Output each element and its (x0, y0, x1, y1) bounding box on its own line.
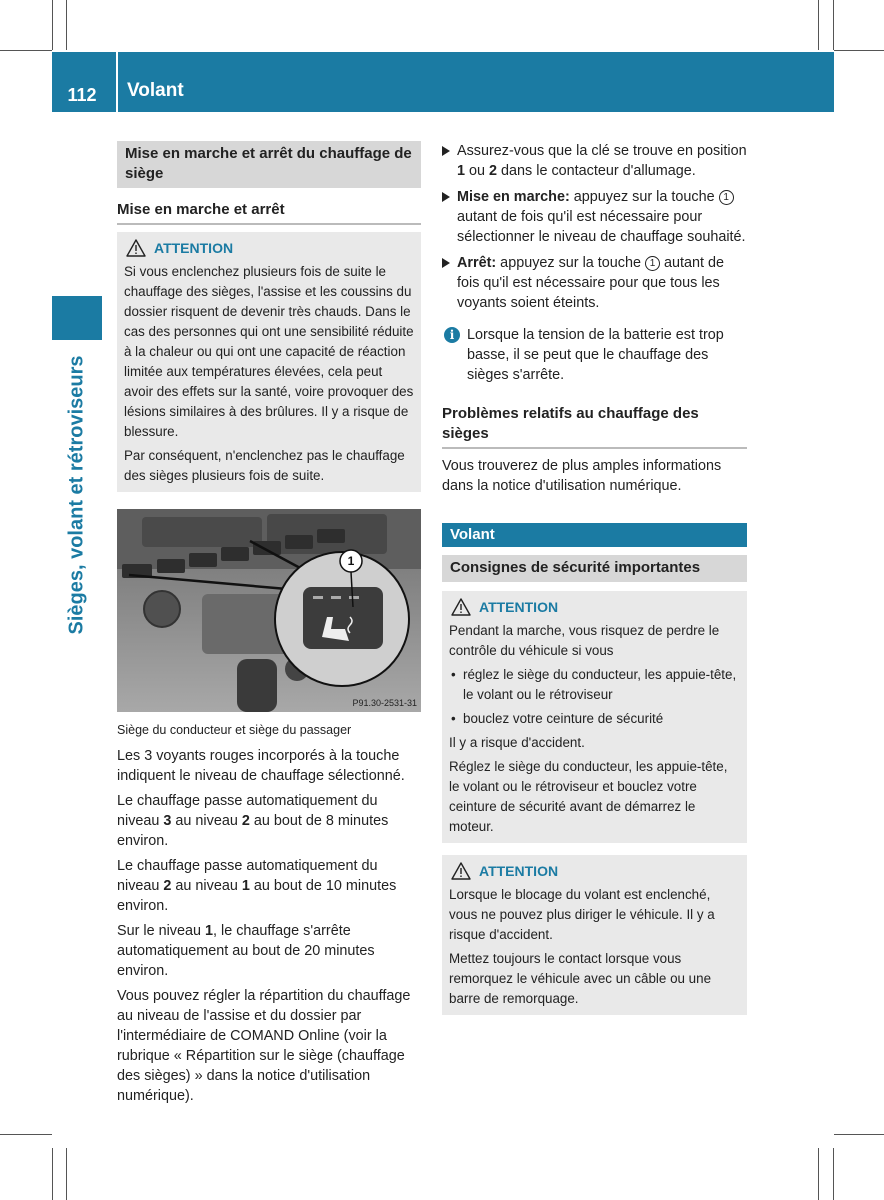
paragraph: Le chauffage passe automatiquement du niveau 3 au niveau 2 au bout de 8 minutes environ. (117, 793, 389, 849)
warning-text: Il y a risque d'accident. (449, 735, 585, 750)
warning-text: Mettez toujours le contact lorsque vous remorquez le véhicule avec un câble ou une barre de remorquage. (449, 951, 712, 1006)
warning-bullet: • réglez le siège du conducteur, les appuie-tête, le volant ou le rétroviseur (449, 665, 740, 705)
button-callout: 1 (719, 190, 734, 205)
crop-mark (0, 1134, 52, 1135)
figure-caption: Siège du conducteur et siège du passager (117, 723, 352, 737)
paragraph: Sur le niveau 1, le chauffage s'arrête automatiquement au bout de 20 minutes environ. (117, 923, 375, 979)
warning-label: ATTENTION (479, 863, 559, 879)
body-text (117, 746, 421, 1106)
info-icon: i (444, 327, 460, 343)
page-number: 112 (67, 85, 97, 105)
header-divider (116, 52, 118, 112)
crop-mark (818, 0, 819, 50)
warning-text: Lorsque le blocage du volant est enclenché, vous ne pouvez plus diriger le véhicule. Il y a risque d'accident. (449, 887, 715, 942)
warning-triangle-icon (126, 239, 146, 257)
paragraph: Vous trouverez de plus amples informations dans la notice d'utilisation numérique. (442, 458, 722, 494)
photo-callout: 1 (347, 554, 355, 568)
warning-text: Si vous enclenchez plusieurs fois de suite le chauffage des sièges, l'assise et les coussins du dossier risquent de devenir très chauds. Dans le cas des personnes qui ont une sensibilité réduite à la chaleur ou qui ont une capacité de réaction limitée aux températures élevées, cela peut avoir des effets sur la santé, voire provoquer des lésions similaires à des brûlures. Il y a risque de blessure. (124, 264, 414, 439)
side-tab-label: Sièges, volant et rétroviseurs (65, 355, 88, 635)
instruction-step: Arrêt: appuyez sur la touche 1 autant de fois qu'il est nécessaire pour que tous les voyants soient éteints. (442, 253, 747, 313)
warning-box (442, 855, 747, 1015)
crop-mark (66, 0, 67, 50)
info-note: i Lorsque la tension de la batterie est trop basse, il se peut que le chauffage des sièges s'arrête. (442, 325, 747, 385)
dashboard-illustration (117, 509, 421, 712)
seat-heating-photo (117, 509, 421, 712)
warning-triangle-icon (451, 598, 471, 616)
step-arrow-icon (442, 258, 450, 268)
crop-mark (818, 1148, 819, 1200)
warning-text: Pendant la marche, vous risquez de perdre le contrôle du véhicule si vous (449, 623, 720, 658)
warning-text: Réglez le siège du conducteur, les appuie-tête, le volant ou le rétroviseur et bouclez votre ceinture de sécurité avant de démarrez le moteur. (449, 759, 728, 834)
instruction-step: Assurez-vous que la clé se trouve en position 1 ou 2 dans le contacteur d'allumage. (442, 141, 747, 181)
crop-mark (833, 1148, 834, 1200)
crop-mark (66, 1148, 67, 1200)
warning-box (442, 591, 747, 843)
warning-box (117, 232, 421, 492)
crop-mark (52, 1148, 53, 1200)
crop-mark (834, 1134, 884, 1135)
warning-heading (124, 238, 414, 258)
right-column (442, 141, 747, 1015)
figure-reference: P91.30-2531-31 (352, 698, 417, 708)
section-title: Mise en marche et arrêt du chauffage de siège (117, 141, 421, 188)
subsection-title: Mise en marche et arrêt (117, 200, 421, 225)
crop-mark (834, 50, 884, 51)
warning-text: Par conséquent, n'enclenchez pas le chauffage des sièges plusieurs fois de suite. (124, 448, 405, 483)
instruction-step: Mise en marche: appuyez sur la touche 1 autant de fois qu'il est nécessaire pour sélectionner le niveau de chauffage souhaité. (442, 187, 747, 247)
crop-mark (52, 0, 53, 50)
section-title: Volant (442, 523, 747, 547)
left-column (117, 141, 421, 1111)
paragraph: Les 3 voyants rouges incorporés à la touche indiquent le niveau de chauffage sélectionné. (117, 748, 405, 784)
chapter-title: Volant (127, 80, 184, 101)
side-tab-marker (52, 296, 102, 340)
warning-heading (449, 597, 740, 617)
step-arrow-icon (442, 192, 450, 202)
section-title: Consignes de sécurité importantes (442, 555, 747, 582)
warning-label: ATTENTION (154, 240, 234, 256)
button-callout: 1 (645, 256, 660, 271)
warning-heading (449, 861, 740, 881)
paragraph: Vous pouvez régler la répartition du chauffage au niveau de l'assise et du dossier par l'intermédiaire de COMAND Online (voir la rubrique « Répartition sur le siège (chauffage des sièges) » dans la notice d'utilisation numérique). (117, 988, 411, 1104)
step-arrow-icon (442, 146, 450, 156)
crop-mark (833, 0, 834, 50)
paragraph: Le chauffage passe automatiquement du niveau 2 au niveau 1 au bout de 10 minutes environ. (117, 858, 397, 914)
warning-triangle-icon (451, 862, 471, 880)
subsection-title: Problèmes relatifs au chauffage des sièges (442, 404, 747, 449)
warning-label: ATTENTION (479, 599, 559, 615)
crop-mark (0, 50, 52, 51)
warning-bullet: • bouclez votre ceinture de sécurité (449, 709, 740, 729)
